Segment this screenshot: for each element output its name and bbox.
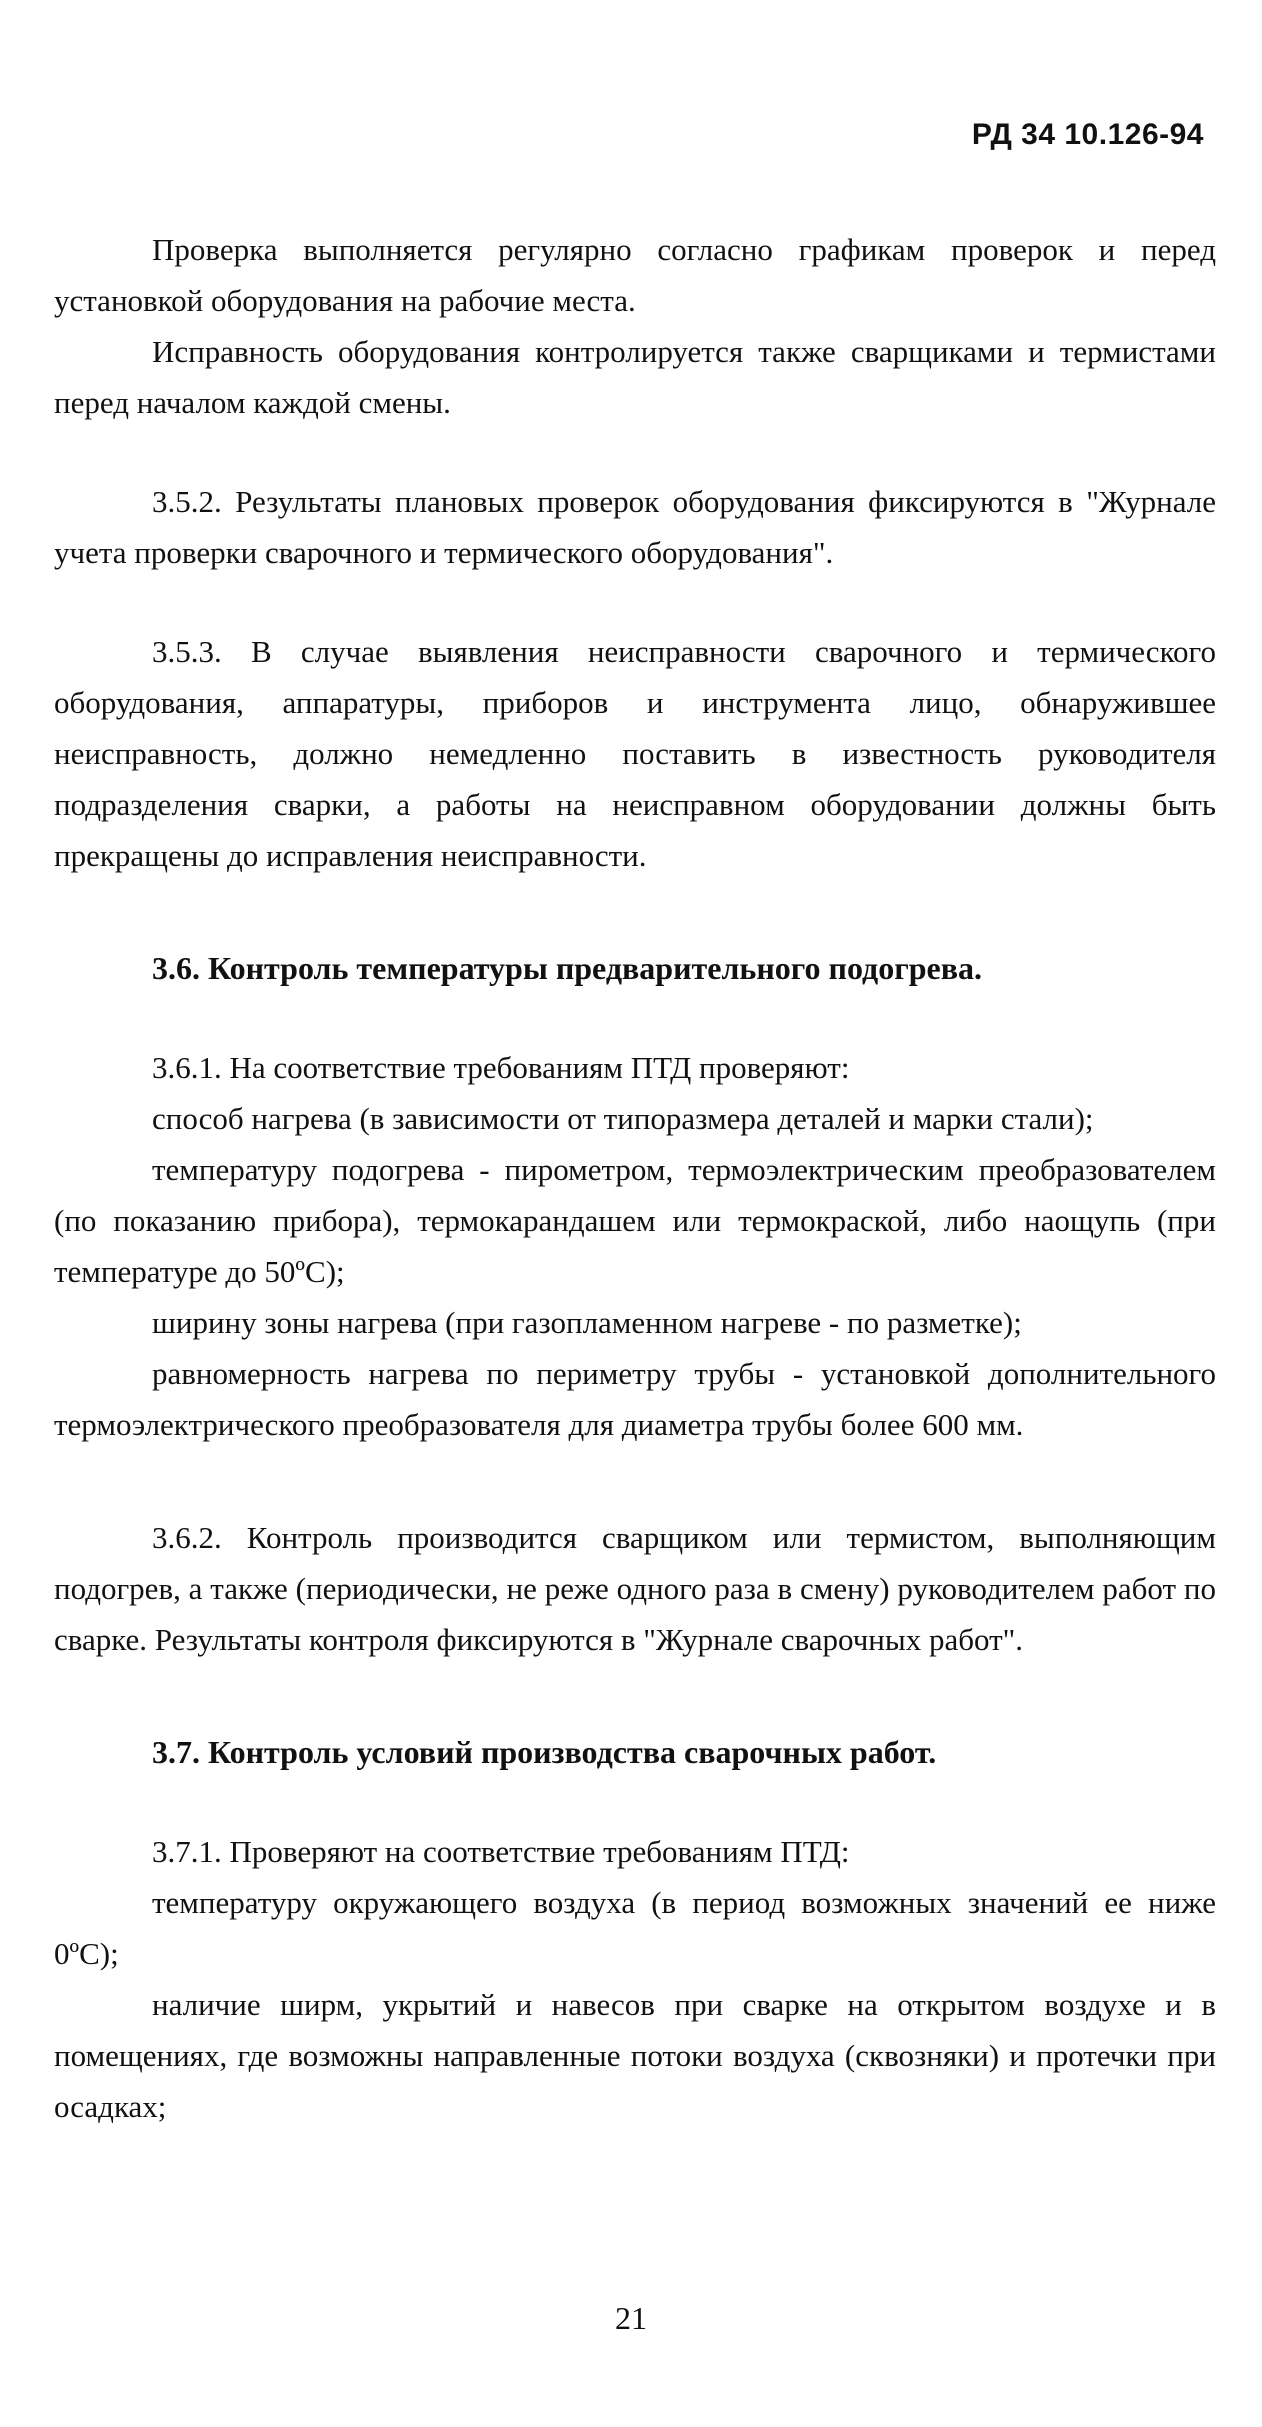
paragraph: Исправность оборудования контролируется также сварщиками и термистами перед началом каждой смены. bbox=[54, 334, 1216, 420]
paragraph: 3.6.1. На соответствие требованиям ПТД проверяют: bbox=[152, 1050, 850, 1085]
list-item: равномерность нагрева по периметру трубы - установкой дополнительного термоэлектрического преобразователя для диаметра трубы более 600 мм. bbox=[54, 1356, 1216, 1442]
list-item: наличие ширм, укрытий и навесов при сварке на открытом воздухе и в помещениях, где возможны направленные потоки воздуха (сквозняки) и протечки при осадках; bbox=[54, 1987, 1216, 2124]
paragraph: 3.6.2. Контроль производится сварщиком или термистом, выполняющим подогрев, а также (периодически, не реже одного раза в смену) руководителем работ по сварке. Результаты контроля фиксируются в "Журнале сварочных работ". bbox=[54, 1520, 1216, 1657]
paragraph: Проверка выполняется регулярно согласно графикам проверок и перед установкой оборудования на рабочие места. bbox=[54, 232, 1216, 318]
list-item: ширину зоны нагрева (при газопламенном нагреве - по разметке); bbox=[152, 1305, 1022, 1340]
paragraph: 3.7.1. Проверяют на соответствие требованиям ПТД: bbox=[152, 1834, 850, 1869]
list-item: температуру окружающего воздуха (в период возможных значений ее ниже 0ºС); bbox=[54, 1885, 1216, 1971]
section-heading: 3.7. Контроль условий производства сварочных работ. bbox=[152, 1734, 937, 1770]
paragraph: 3.5.2. Результаты плановых проверок оборудования фиксируются в "Журнале учета проверки сварочного и термического оборудования". bbox=[54, 484, 1216, 570]
paragraph: 3.5.3. В случае выявления неисправности сварочного и термического оборудования, аппаратуры, приборов и инструмента лицо, обнаружившее неисправность, должно немедленно поставить в известность руководителя подразделения сварки, а работы на неисправном оборудовании должны быть прекращены до исправления неисправности. bbox=[54, 634, 1216, 873]
list-item: температуру подогрева - пирометром, термоэлектрическим преобразователем (по показанию прибора), термокарандашем или термокраской, либо наощупь (при температуре до 50ºС); bbox=[54, 1152, 1216, 1289]
list-item: способ нагрева (в зависимости от типоразмера деталей и марки стали); bbox=[152, 1101, 1094, 1136]
page-body bbox=[54, 224, 1216, 2132]
document-code: РД 34 10.126-94 bbox=[971, 118, 1204, 151]
page-number: 21 bbox=[615, 2300, 647, 2336]
section-heading: 3.6. Контроль температуры предварительного подогрева. bbox=[152, 950, 983, 986]
